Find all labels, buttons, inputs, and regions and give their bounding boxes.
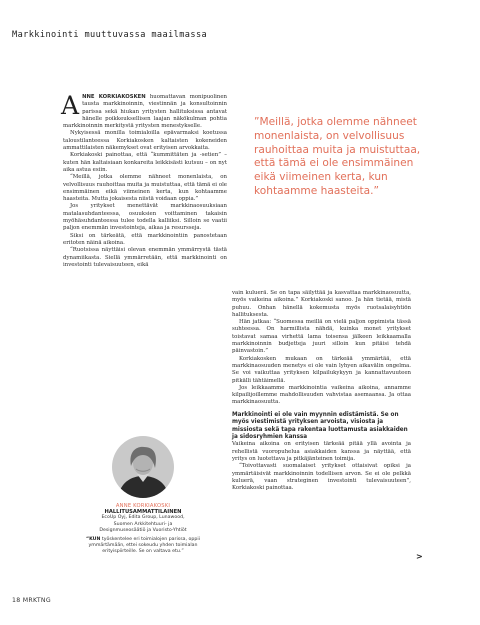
body-paragraph: vain kuluerä. Se on tapa säilyttää ja kasvattaa markkinaosuutta, myös vaikeina aikoina.” Korkiakoski sanoo. Ja hän tietää, mistä puhuu. Onhan hänellä kokemusta myös ruotsalaisyhtiön hallituksesta. <box>232 290 411 318</box>
bio-role: HALLITUSAMMATTILAINEN <box>104 509 182 516</box>
bio-affiliation: Suomen Arkkitehtuuri- ja <box>113 521 173 527</box>
body-paragraph: Korkiakosken mukaan on tärkeää ymmärtää, että markkinaosuuden menetys ei ole vain lyhyen aikavälin ongelma. Se voi vaikuttaa yrityksen kilpailukykyyn ja kannattavuuteen pitkälli tähtäimellä. <box>232 355 411 384</box>
section-title: Markkinointi muuttuvassa maailmassa <box>12 30 208 40</box>
left-column <box>61 91 228 269</box>
bio-quote-text: työskentelee eri toimialojen parissa, oppii ymmärtämään, ettei sokeudu yhden toimialan erityispiirteille. Se on valtava etu.” <box>88 537 200 555</box>
bio-name: ANNE KORKIAKOSKI <box>115 503 171 509</box>
body-paragraph: Siksi on tärkeätä, että markkinointiin panostetaan eritoten näinä aikoina. <box>63 232 227 246</box>
bio-quote-lead: “KUN <box>86 537 101 543</box>
body-paragraph: “Toivottavasti suomalaiset yritykset ottaisivat opiksi ja ymmärtäisivät markkinoinnin todellisen arvon. Se ei ole pelkkä kuluerä, vaan strateginen investointi tulevaisuuteen”, Korkiakoski painottaa. <box>232 463 411 492</box>
page-folio: 18 MRKTNG <box>12 597 51 604</box>
lead-paragraph <box>61 91 228 130</box>
lead-text: huomattavan monipuolinen tausta markkinoinnin, viestinnän ja konsultoinnin parissa sekä hiukan yritysten hallituksissa antavat hänelle poikkeuksellisen laajan näkökulman pohtia markkinoinnin merkitystä yritysten menestykselle. <box>63 94 228 130</box>
portrait-illustration <box>112 436 174 498</box>
portrait-photo <box>112 436 174 498</box>
bio-caption <box>82 503 204 556</box>
body-paragraph: “Meillä, jotka olemme nähneet monenlaista, on velvollisuus rauhoittaa muita ja muistuttaa, että tämä ei ole ensimmäinen eikä viimeinen kerta, kun kohtaamme haasteita. Mutta jokaisesta niistä voidaan oppia.” <box>63 174 227 203</box>
pull-quote: ”Meillä, jotka olemme nähneet monenlaista, on velvollisuus rauhoittaa muita ja muistuttaa, että tämä ei ole ensimmäinen eikä viimeinen kerta, kun kohtaamme haasteita.” <box>254 116 421 197</box>
bio-affiliation: Designmuseosäätiö ja Vuoristo-Yhtiöt <box>99 527 187 533</box>
drop-cap: A <box>61 91 80 120</box>
bio-affiliation: EcoUp Oyj, Edita Group, Lunawood, <box>101 515 185 521</box>
body-paragraph: Vaikeina aikoina on erityisen tärkeää pitää yllä avointa ja rehellistä vuoropuhelua asiakkaiden kanssa ja näyttää, että yritys on luotettava ja pitkäjänteinen toimija. <box>232 441 411 462</box>
body-paragraph: Nykyisessä monilla toimialoilla epävarmaksi koetussa taloustilanteessa Korkiakosken kaltaisten kokeneiden ammattilaisten näkemykset ovat erityisen arvokkaita. <box>63 130 227 152</box>
body-paragraph: Jos yritykset menettävät markkinaosuuksiaan matalasuhdanteessa, osuuksien voittaminen takaisin myöhäsuhdanteessa tulee todella kalliiksi. Silloin se vaatii paljon enemmän investointeja, aikaa ja resursseja. <box>63 203 227 232</box>
continue-arrow-icon: > <box>416 552 423 561</box>
body-paragraph: “Ruotsissa näyttäisi olevan enemmän ymmärrystä tästä dynamiikasta. Siellä ymmärretään, että markkinointi on investointi tulevaisuuteen, eikä <box>63 247 227 268</box>
body-paragraph: Jos leikkaamme markkinointia vaikeina aikoina, annamme kilpailijoillemme mahdollisuuden vahvistaa asemaansa. Ja ottaa markkinaosuutta. <box>232 384 411 406</box>
body-paragraph: Korkiakoski painottaa, että “kummittäten ja -setien” – kuten hän kaltaisiaan konkareita leikkisästi kutsuu – on nyt aika astua esiin. <box>63 152 227 173</box>
body-paragraph: Hän jatkaa: “Suomessa meillä on vielä paljon oppimista tässä suhteessa. On harmillista nähdä, kuinka monet yritykset toistavat samaa virhettä lama toisensa jälkeen leikkaamalla markkinoinnin budjetteja juuri silloin kun pitäisi tehdä päinvastoin.” <box>232 319 411 355</box>
bio-quote <box>82 537 204 556</box>
right-column <box>232 290 411 492</box>
lead-name: NNE KORKIAKOSKEN <box>82 94 146 100</box>
subheading: Markkinointi ei ole vain myynnin edistämistä. Se on myös viestimistä yrityksen arvoista, visiosta ja missiosta sekä tapa rakentaa luottamusta asiakkaiden ja sidosryhmien kanssa <box>232 411 408 440</box>
